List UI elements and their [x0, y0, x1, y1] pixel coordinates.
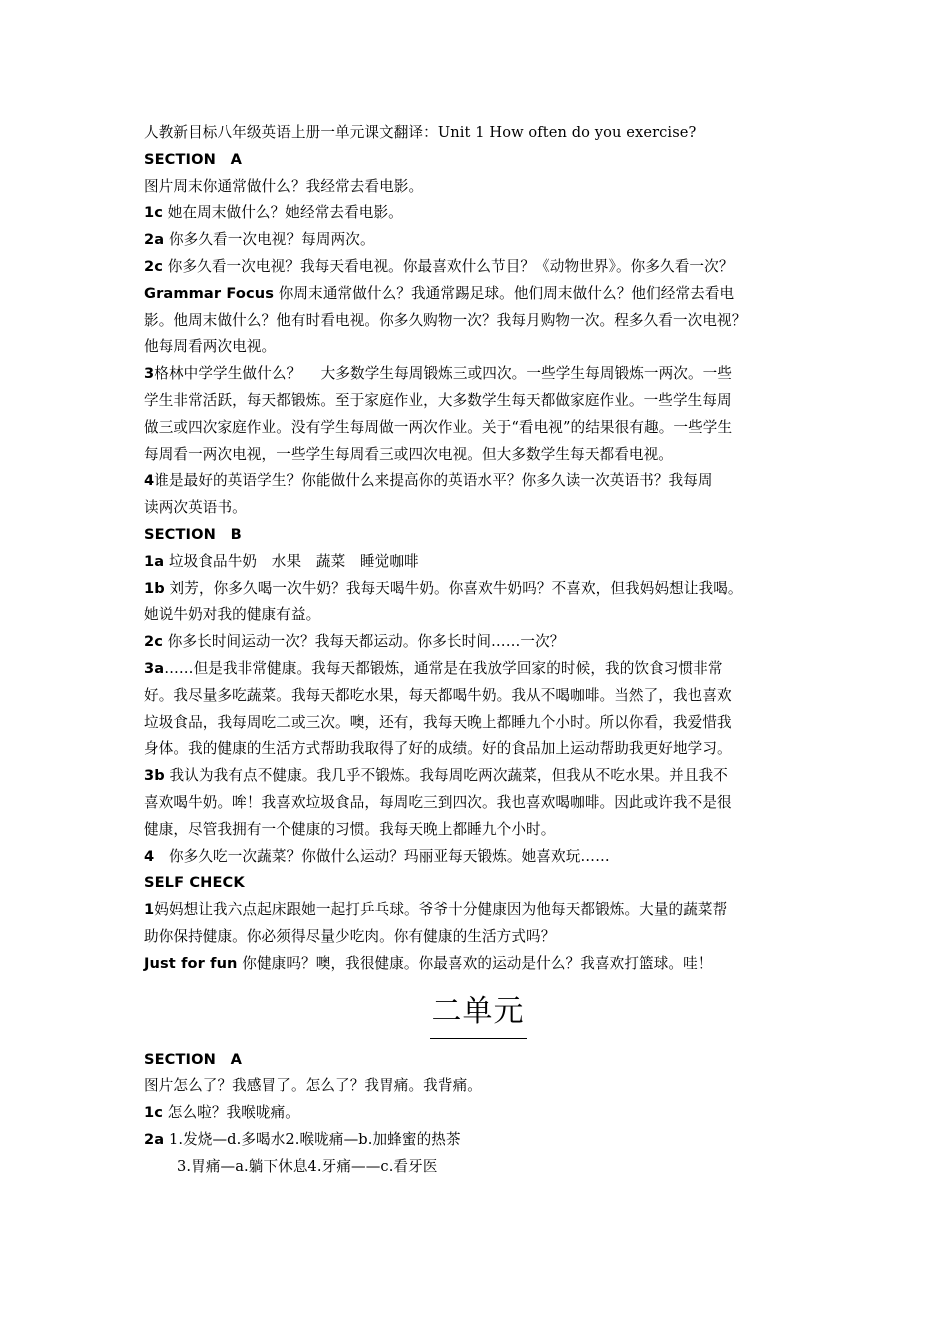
- item-text: 你多久看一次电视？每周两次。: [164, 231, 375, 249]
- paragraph-line: 好。我尽量多吃蔬菜。我每天都吃水果，每天都喝牛奶。我从不喝咖啡。当然了，我也喜欢: [144, 686, 732, 704]
- section-a-heading: SECTION A: [144, 150, 242, 168]
- item-label: 1a: [144, 552, 165, 570]
- self-check-1-paragraph: [144, 897, 812, 951]
- paragraph-line: 我认为我有点不健康。我几乎不锻炼。我每周吃两次蔬菜，但我从不吃水果。并且我不: [164, 767, 728, 785]
- item-label: Grammar Focus: [144, 284, 274, 302]
- paragraph-line: 她说牛奶对我的健康有益。: [144, 606, 321, 624]
- item-text: 怎么啦？我喉咙痛。: [163, 1104, 300, 1122]
- item-label: 2a: [144, 1130, 165, 1148]
- item-label: 3a: [144, 659, 165, 677]
- item-text: 垃圾食品牛奶 水果 蔬菜 睡觉咖啡: [164, 552, 419, 570]
- paragraph-line: 影。他周末做什么？他有时看电视。你多久购物一次？我每月购物一次。程多久看一次电视？: [144, 311, 747, 329]
- item-2c: [144, 254, 812, 281]
- paragraph-line: 助你保持健康。你必须得尽量少吃肉。你有健康的生活方式吗？: [144, 927, 556, 945]
- paragraph-line: 学生非常活跃，每天都锻炼。至于家庭作业，大多数学生每天都做家庭作业。一些学生每周: [144, 391, 732, 409]
- item-label: Just for fun: [144, 954, 238, 972]
- item-3-paragraph: [144, 361, 812, 468]
- item-text: 她在周末做什么？她经常去看电影。: [163, 204, 403, 222]
- item-3a-paragraph: [144, 656, 812, 763]
- unit-2-title-block: [144, 992, 812, 1039]
- self-check-heading: SELF CHECK: [144, 874, 245, 892]
- item-4-b: [144, 844, 812, 871]
- paragraph-line: 他每周看两次电视。: [144, 338, 277, 356]
- paragraph-line: 谁是最好的英语学生？你能做什么来提高你的英语水平？你多久读一次英语书？我每周: [154, 472, 713, 490]
- item-text: 你多久吃一次蔬菜？你做什么运动？玛丽亚每天锻炼。她喜欢玩……: [154, 847, 610, 865]
- paragraph-line: 身体。我的健康的生活方式帮助我取得了好的成绩。好的食品加上运动帮助我更好地学习。: [144, 740, 732, 758]
- paragraph-line: 读两次英语书。: [144, 499, 247, 517]
- unit2-section-a-heading: SECTION A: [144, 1050, 242, 1068]
- item-label: 1c: [144, 204, 164, 222]
- item-1a: [144, 549, 812, 576]
- item-label: 4: [144, 847, 155, 865]
- document-title: 人教新目标八年级英语上册一单元课文翻译：Unit 1 How often do you exercise?: [144, 124, 697, 141]
- unit2-item-1c: [144, 1100, 812, 1127]
- item-1b-paragraph: [144, 576, 812, 630]
- paragraph-line: 喜欢喝牛奶。哞！我喜欢垃圾食品，每周吃三到四次。我也喜欢喝咖啡。因此或许我不是很: [144, 793, 732, 811]
- paragraph-line: 妈妈想让我六点起床跟她一起打乒乓球。爷爷十分健康因为他每天都锻炼。大量的蔬菜帮: [154, 901, 728, 919]
- item-label: 2a: [144, 231, 165, 249]
- item-label: 1b: [144, 579, 165, 597]
- paragraph-line: 格林中学学生做什么？ 大多数学生每周锻炼三或四次。一些学生每周锻炼一两次。一些: [154, 365, 733, 383]
- paragraph-line: 刘芳，你多久喝一次牛奶？我每天喝牛奶。你喜欢牛奶吗？不喜欢，但我妈妈想让我喝。: [164, 579, 743, 597]
- paragraph-line: 每周看一两次电视，一些学生每周看三或四次电视。但大多数学生每天都看电视。: [144, 445, 673, 463]
- item-2a: [144, 227, 812, 254]
- grammar-focus-paragraph: [144, 281, 812, 361]
- item-label: 1: [144, 901, 155, 919]
- unit-2-title: 二单元: [430, 992, 527, 1039]
- item-2c-b: [144, 629, 812, 656]
- paragraph-line: ……但是我非常健康。我每天都锻炼，通常是在我放学回家的时候，我的饮食习惯非常: [164, 659, 723, 677]
- paragraph-line: 垃圾食品，我每周吃二或三次。噢，还有，我每天晚上都睡九个小时。所以你看，我爱惜我: [144, 713, 732, 731]
- item-label: 4: [144, 472, 155, 490]
- just-for-fun-line: [144, 951, 812, 978]
- item-label: 2c: [144, 257, 164, 275]
- item-label: 3: [144, 365, 155, 383]
- item-1c: [144, 200, 812, 227]
- paragraph-line: 1.发烧—d.多喝水2.喉咙痛—b.加蜂蜜的热茶: [164, 1130, 461, 1148]
- paragraph-line: 你周末通常做什么？我通常踢足球。他们周末做什么？他们经常去看电: [274, 284, 735, 302]
- item-label: 3b: [144, 767, 165, 785]
- item-4-paragraph: [144, 468, 812, 522]
- document-page: [144, 120, 812, 1180]
- item-text: 你多久看一次电视？我每天看电视。你最喜欢什么节目？《动物世界》。你多久看一次？: [163, 257, 734, 275]
- item-text: 你多长时间运动一次？我每天都运动。你多长时间……一次？: [163, 633, 565, 651]
- unit2-item-2a: [144, 1127, 812, 1181]
- section-b-heading: SECTION B: [144, 525, 242, 543]
- paragraph-line: 健康，尽管我拥有一个健康的习惯。我每天晚上都睡九个小时。: [144, 820, 556, 838]
- picture-line: 图片周末你通常做什么？我经常去看电影。: [144, 177, 424, 195]
- paragraph-line: 3.胃痛—a.躺下休息4.牙痛——c.看牙医: [177, 1157, 438, 1175]
- paragraph-line: 做三或四次家庭作业。没有学生每周做一两次作业。关于“看电视”的结果很有趣。一些学生: [144, 418, 733, 436]
- unit2-picture-line: 图片怎么了？我感冒了。怎么了？我胃痛。我背痛。: [144, 1077, 482, 1095]
- item-label: 1c: [144, 1104, 164, 1122]
- item-label: 2c: [144, 633, 164, 651]
- item-text: 你健康吗？噢，我很健康。你最喜欢的运动是什么？我喜欢打篮球。哇！: [237, 954, 713, 972]
- item-3b-paragraph: [144, 763, 812, 843]
